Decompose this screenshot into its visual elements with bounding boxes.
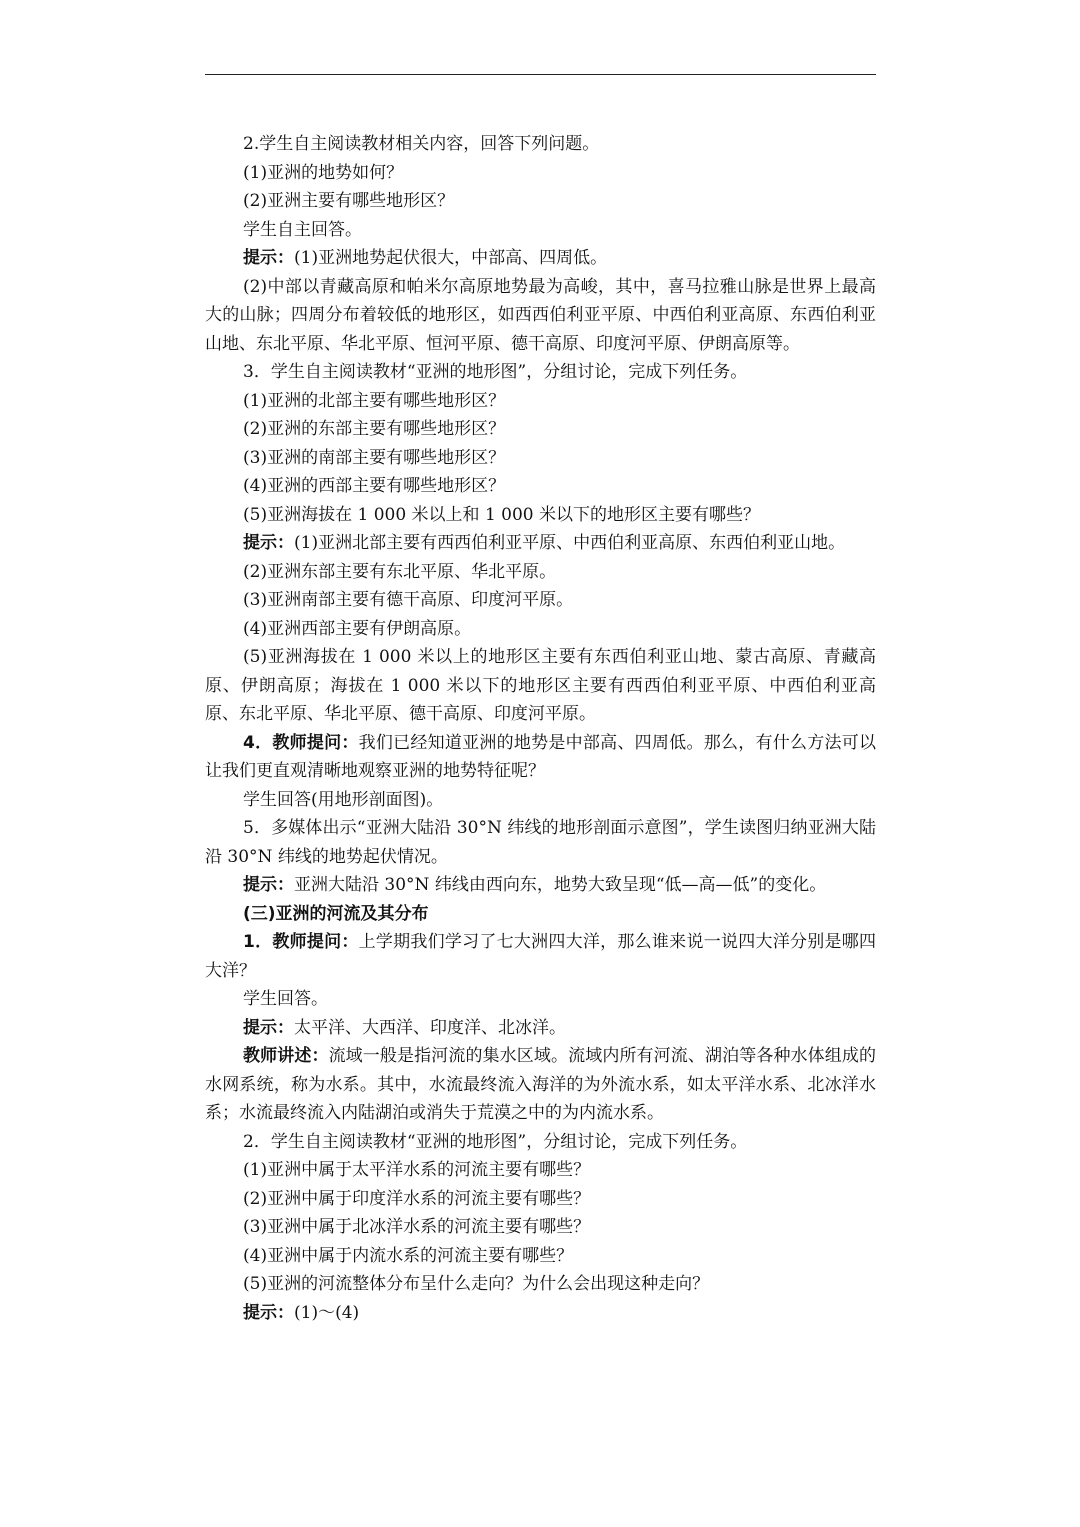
paragraph: (4)亚洲中属于内流水系的河流主要有哪些？: [243, 1245, 574, 1266]
paragraph: (3)亚洲的南部主要有哪些地形区？: [243, 447, 506, 468]
paragraph: 提示：(1)亚洲地势起伏很大，中部高、四周低。: [243, 248, 608, 268]
paragraph: 5．多媒体出示“亚洲大陆沿 30°N 纬线的地形剖面示意图”，学生读图归纳亚洲大陆沿 30°N 纬线的地势起伏情况。: [205, 818, 876, 867]
paragraph: 学生回答(用地形剖面图)。: [243, 789, 444, 810]
paragraph: (3)亚洲南部主要有德干高原、印度河平原。: [243, 590, 574, 610]
section-heading: (三)亚洲的河流及其分布: [243, 903, 429, 924]
paragraph: (2)中部以青藏高原和帕米尔高原地势最为高峻，其中，喜马拉雅山脉是世界上最高大的山脉；四周分布着较低的地形区，如西西伯利亚平原、中西伯利亚高原、东西伯利亚山地、东北平原、华北平原、恒河平原、德干高原、印度河平原、伊朗高原等。: [205, 276, 876, 354]
paragraph: (1)亚洲中属于太平洋水系的河流主要有哪些？: [243, 1160, 591, 1180]
paragraph: (2)亚洲中属于印度洋水系的河流主要有哪些？: [243, 1188, 591, 1209]
paragraph: (5)亚洲的河流整体分布呈什么走向？为什么会出现这种走向？: [243, 1274, 710, 1294]
header-rule: [205, 74, 876, 75]
paragraph: 1．教师提问：上学期我们学习了七大洲四大洋，那么谁来说一说四大洋分别是哪四大洋？: [205, 932, 876, 981]
paragraph: (2)亚洲主要有哪些地形区？: [243, 191, 455, 211]
paragraph: 4．教师提问：我们已经知道亚洲的地势是中部高、四周低。那么，有什么方法可以让我们更直观清晰地观察亚洲的地势特征呢？: [205, 732, 876, 781]
paragraph: 提示：太平洋、大西洋、印度洋、北冰洋。: [243, 1017, 566, 1038]
paragraph: (2)亚洲的东部主要有哪些地形区？: [243, 419, 506, 439]
paragraph: 学生自主回答。: [243, 219, 362, 240]
paragraph: (4)亚洲西部主要有伊朗高原。: [243, 618, 472, 639]
paragraph: (2)亚洲东部主要有东北平原、华北平原。: [243, 561, 557, 582]
paragraph: 2．学生自主阅读教材“亚洲的地形图”，分组讨论，完成下列任务。: [243, 1131, 748, 1152]
paragraph: 学生回答。: [243, 989, 328, 1009]
paragraph: (5)亚洲海拔在 1 000 米以上和 1 000 米以下的地形区主要有哪些？: [243, 504, 761, 525]
paragraph: (5)亚洲海拔在 1 000 米以上的地形区主要有东西伯利亚山地、蒙古高原、青藏高原、伊朗高原；海拔在 1 000 米以下的地形区主要有西西伯利亚平原、中西伯利亚高原、东北平原、华北平原、德干高原、印度河平原。: [205, 647, 876, 724]
paragraph: 提示：(1)亚洲北部主要有西西伯利亚平原、中西伯利亚高原、东西伯利亚山地。: [243, 533, 846, 553]
paragraph: (1)亚洲的北部主要有哪些地形区？: [243, 390, 506, 411]
paragraph: 提示：亚洲大陆沿 30°N 纬线由西向东，地势大致呈现“低—高—低”的变化。: [243, 875, 827, 895]
document-body: [205, 130, 876, 1327]
paragraph: (4)亚洲的西部主要有哪些地形区？: [243, 476, 506, 496]
paragraph: 教师讲述：流域一般是指河流的集水区域。流域内所有河流、湖泊等各种水体组成的水网系统，称为水系。其中，水流最终流入海洋的为外流水系，如太平洋水系、北冰洋水系；水流最终流入内陆湖泊或消失于荒漠之中的为内流水系。: [205, 1046, 877, 1123]
paragraph: 3．学生自主阅读教材“亚洲的地形图”，分组讨论，完成下列任务。: [243, 362, 748, 382]
paragraph: (3)亚洲中属于北冰洋水系的河流主要有哪些？: [243, 1217, 591, 1237]
paragraph: 2.学生自主阅读教材相关内容，回答下列问题。: [243, 134, 600, 154]
paragraph: 提示：(1)～(4): [243, 1302, 360, 1323]
paragraph: (1)亚洲的地势如何？: [243, 162, 404, 183]
